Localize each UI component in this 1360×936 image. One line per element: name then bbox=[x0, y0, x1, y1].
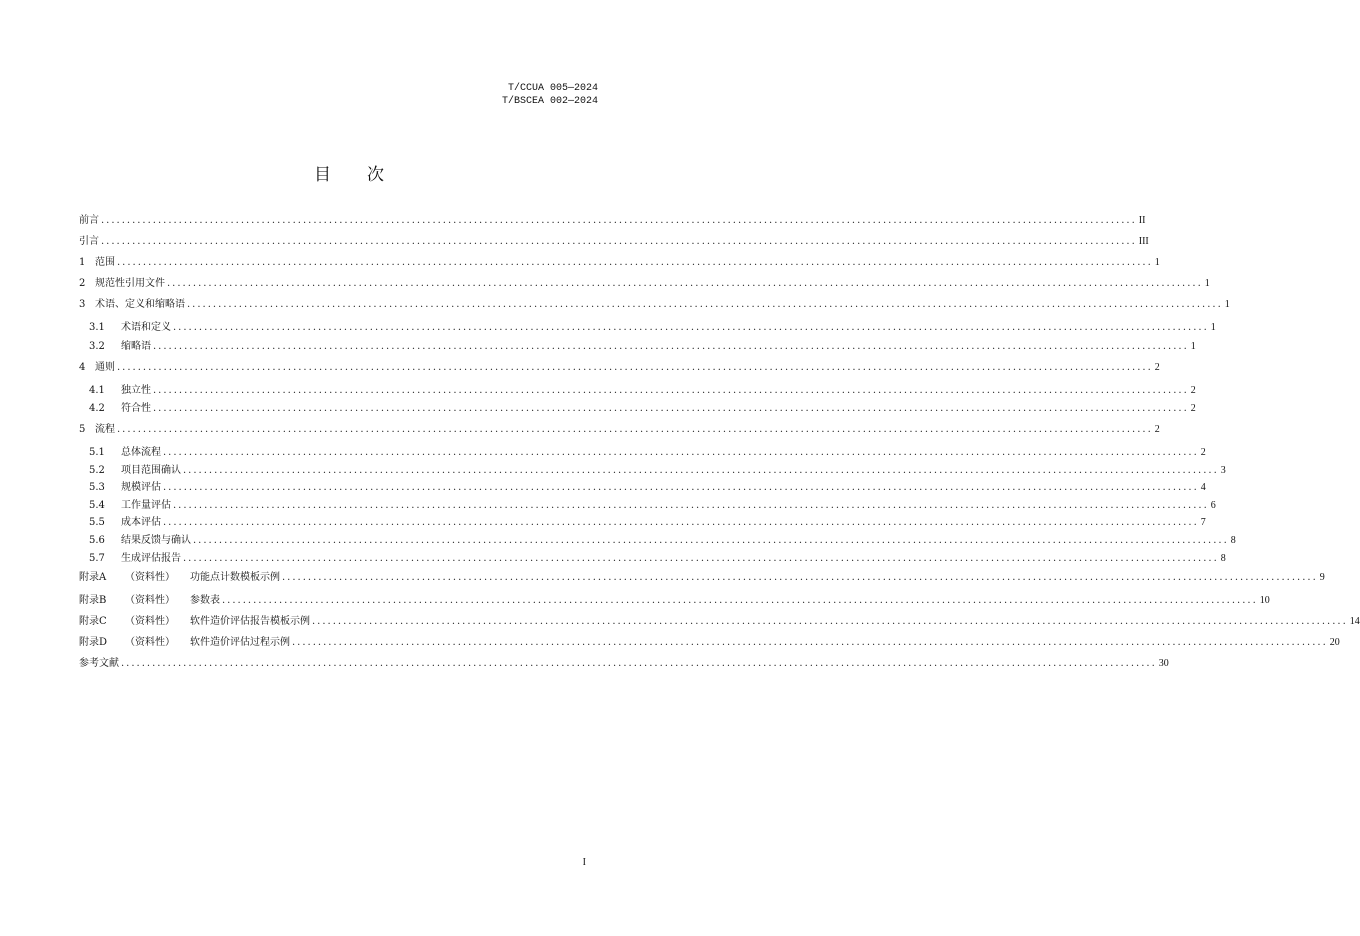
toc-leader-dots: ........................................................................................................................................................................................................ bbox=[101, 236, 1137, 247]
toc-entry-title: 术语、定义和缩略语 bbox=[95, 299, 185, 310]
standard-code-2: T/BSCEA 002—2024 bbox=[501, 96, 598, 107]
toc-entry-page: 9 bbox=[1319, 572, 1325, 583]
toc-leader-dots: ........................................................................................................................................................................................................ bbox=[292, 637, 1328, 648]
toc-entry-number: 4.2 bbox=[89, 403, 105, 414]
toc-entry-title: 软件造价评估报告模板示例 bbox=[190, 616, 310, 627]
toc-entry-title: 术语和定义 bbox=[121, 322, 171, 333]
toc-entry[interactable] bbox=[79, 496, 1216, 511]
toc-entry[interactable] bbox=[79, 461, 1226, 476]
toc-entry[interactable] bbox=[79, 318, 1216, 333]
toc-entry[interactable] bbox=[79, 654, 1169, 669]
toc-entry-number: 5.7 bbox=[89, 553, 105, 564]
toc-leader-dots: ........................................................................................................................................................................................................ bbox=[193, 535, 1229, 546]
toc-entry[interactable] bbox=[79, 399, 1196, 414]
toc-leader-dots: ........................................................................................................................................................................................................ bbox=[153, 403, 1189, 414]
toc-entry-number: 5.1 bbox=[89, 447, 105, 458]
toc-entry-title: 结果反馈与确认 bbox=[121, 535, 191, 546]
toc-entry-page: 14 bbox=[1349, 616, 1360, 627]
toc-entry-page: 2 bbox=[1154, 362, 1160, 373]
toc-leader-dots: ........................................................................................................................................................................................................ bbox=[163, 517, 1199, 528]
toc-entry-title: 通则 bbox=[95, 362, 115, 373]
toc-entry-number: 4.1 bbox=[89, 385, 105, 396]
toc-entry-tag: （资料性） bbox=[125, 595, 175, 606]
document-header bbox=[502, 82, 598, 108]
toc-entry-title: 参考文献 bbox=[79, 658, 119, 669]
toc-leader-dots: ........................................................................................................................................................................................................ bbox=[153, 385, 1189, 396]
toc-entry-tag: （资料性） bbox=[125, 637, 175, 648]
toc-entry-title: 项目范围确认 bbox=[121, 465, 181, 476]
toc-leader-dots: ........................................................................................................................................................................................................ bbox=[117, 362, 1153, 373]
toc-entry-title: 符合性 bbox=[121, 403, 151, 414]
toc-leader-dots: ........................................................................................................................................................................................................ bbox=[282, 572, 1318, 583]
toc-entry-number: 3.2 bbox=[89, 341, 105, 352]
toc-leader-dots: ........................................................................................................................................................................................................ bbox=[312, 616, 1348, 627]
toc-leader-dots: ........................................................................................................................................................................................................ bbox=[163, 482, 1199, 493]
toc-entry[interactable] bbox=[79, 253, 1160, 268]
toc-entry-page: 1 bbox=[1210, 322, 1216, 333]
toc-entry-number: 5.4 bbox=[89, 500, 105, 511]
toc-entry-title: 参数表 bbox=[190, 595, 220, 606]
toc-entry[interactable] bbox=[79, 612, 1360, 627]
toc-entry-title: 总体流程 bbox=[121, 447, 161, 458]
toc-leader-dots: ........................................................................................................................................................................................................ bbox=[173, 322, 1209, 333]
toc-leader-dots: ........................................................................................................................................................................................................ bbox=[222, 595, 1258, 606]
toc-leader-dots: ........................................................................................................................................................................................................ bbox=[163, 447, 1199, 458]
toc-entry-page: II bbox=[1138, 215, 1146, 226]
toc-entry-page: 8 bbox=[1230, 535, 1236, 546]
toc-leader-dots: ........................................................................................................................................................................................................ bbox=[183, 553, 1219, 564]
toc-leader-dots: ........................................................................................................................................................................................................ bbox=[183, 465, 1219, 476]
toc-entry-title: 功能点计数模板示例 bbox=[190, 572, 280, 583]
toc-leader-dots: ........................................................................................................................................................................................................ bbox=[167, 278, 1203, 289]
toc-leader-dots: ........................................................................................................................................................................................................ bbox=[187, 299, 1223, 310]
toc-entry-page: 7 bbox=[1200, 517, 1206, 528]
toc-entry-page: III bbox=[1138, 236, 1149, 247]
toc-entry-page: 2 bbox=[1190, 403, 1196, 414]
toc-leader-dots: ........................................................................................................................................................................................................ bbox=[153, 341, 1189, 352]
toc-entry-tag: （资料性） bbox=[125, 616, 175, 627]
toc-leader-dots: ........................................................................................................................................................................................................ bbox=[121, 658, 1157, 669]
toc-entry-page: 4 bbox=[1200, 482, 1206, 493]
toc-leader-dots: ........................................................................................................................................................................................................ bbox=[117, 424, 1153, 435]
toc-leader-dots: ........................................................................................................................................................................................................ bbox=[117, 257, 1153, 268]
toc-entry[interactable] bbox=[79, 274, 1210, 289]
toc-entry[interactable] bbox=[79, 211, 1146, 226]
toc-entry-page: 2 bbox=[1190, 385, 1196, 396]
toc-entry-title: 软件造价评估过程示例 bbox=[190, 637, 290, 648]
toc-entry-number: 5.2 bbox=[89, 465, 105, 476]
toc-entry-number: 附录A bbox=[79, 572, 107, 583]
toc-entry-number: 5 bbox=[79, 424, 86, 435]
toc-entry-page: 10 bbox=[1259, 595, 1270, 606]
toc-entry-page: 1 bbox=[1204, 278, 1210, 289]
toc-entry[interactable] bbox=[79, 420, 1160, 435]
toc-entry-tag: （资料性） bbox=[125, 572, 175, 583]
toc-entry-title: 范围 bbox=[95, 257, 115, 268]
toc-entry-page: 2 bbox=[1154, 424, 1160, 435]
toc-leader-dots: ........................................................................................................................................................................................................ bbox=[173, 500, 1209, 511]
toc-entry-page: 30 bbox=[1158, 658, 1169, 669]
toc-entry[interactable] bbox=[79, 568, 1325, 583]
page-number: I bbox=[582, 857, 586, 868]
toc-entry-page: 8 bbox=[1220, 553, 1226, 564]
toc-entry-number: 4 bbox=[79, 362, 86, 373]
toc-entry-number: 5.5 bbox=[89, 517, 105, 528]
toc-leader-dots: ........................................................................................................................................................................................................ bbox=[101, 215, 1137, 226]
toc-entry-page: 6 bbox=[1210, 500, 1216, 511]
toc-entry[interactable] bbox=[79, 358, 1160, 373]
toc-entry-number: 3 bbox=[79, 299, 86, 310]
toc-entry[interactable] bbox=[79, 633, 1340, 648]
toc-entry[interactable] bbox=[79, 232, 1149, 247]
toc-entry-number: 5.3 bbox=[89, 482, 105, 493]
toc-entry[interactable] bbox=[79, 513, 1206, 528]
toc-entry-number: 附录C bbox=[79, 616, 107, 627]
toc-entry-number: 1 bbox=[79, 257, 86, 268]
standard-code-1: T/CCUA 005—2024 bbox=[507, 83, 598, 94]
toc-entry-page: 2 bbox=[1200, 447, 1206, 458]
toc-entry[interactable] bbox=[79, 295, 1230, 310]
toc-entry-title: 独立性 bbox=[121, 385, 151, 396]
toc-entry[interactable] bbox=[79, 337, 1196, 352]
toc-entry-page: 3 bbox=[1220, 465, 1226, 476]
toc-entry-page: 1 bbox=[1154, 257, 1160, 268]
toc-entry-title: 流程 bbox=[95, 424, 115, 435]
toc-entry-page: 1 bbox=[1190, 341, 1196, 352]
toc-entry-title: 生成评估报告 bbox=[121, 553, 181, 564]
toc-entry-title: 缩略语 bbox=[121, 341, 151, 352]
toc-entry-title: 规范性引用文件 bbox=[95, 278, 165, 289]
toc-entry[interactable] bbox=[79, 381, 1196, 396]
toc-entry-number: 附录B bbox=[79, 595, 107, 606]
page-title: 目次 bbox=[314, 165, 420, 185]
toc-entry-number: 5.6 bbox=[89, 535, 105, 546]
toc-entry-title: 引言 bbox=[79, 236, 99, 247]
toc-entry[interactable] bbox=[79, 531, 1236, 546]
toc-entry-title: 工作量评估 bbox=[121, 500, 171, 511]
toc-entry-number: 3.1 bbox=[89, 322, 105, 333]
toc-entry[interactable] bbox=[79, 591, 1270, 606]
toc-entry-title: 前言 bbox=[79, 215, 99, 226]
toc-entry-page: 20 bbox=[1329, 637, 1340, 648]
toc-entry-page: 1 bbox=[1224, 299, 1230, 310]
toc-entry-number: 2 bbox=[79, 278, 86, 289]
toc-entry[interactable] bbox=[79, 478, 1206, 493]
toc-entry-title: 规模评估 bbox=[121, 482, 161, 493]
toc-entry-number: 附录D bbox=[79, 637, 108, 648]
toc-entry[interactable] bbox=[79, 549, 1226, 564]
toc-entry[interactable] bbox=[79, 443, 1206, 458]
toc-entry-title: 成本评估 bbox=[121, 517, 161, 528]
